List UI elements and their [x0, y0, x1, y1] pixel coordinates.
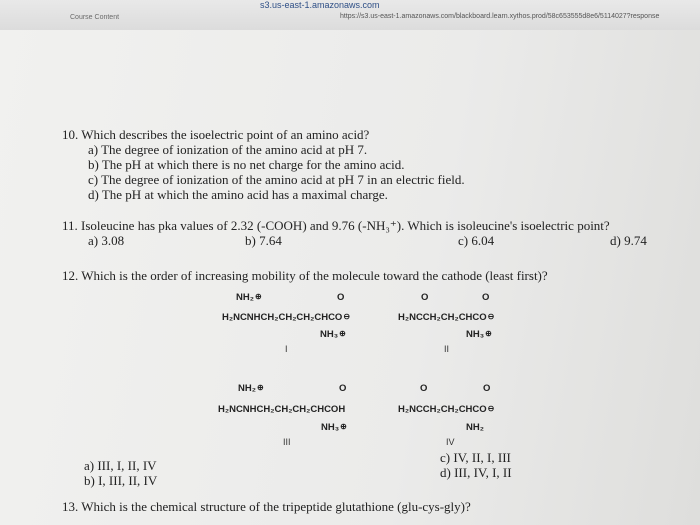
minus-charge-icon: ⊖ — [487, 404, 495, 413]
q12-stem: 12. Which is the order of increasing mobility of the molecule toward the cathode (least first)? — [62, 268, 548, 283]
molecule-iii-top: NH₂ — [238, 383, 256, 394]
q11-option-d: d) 9.74 — [610, 233, 647, 248]
molecule-iv-label: IV — [446, 437, 455, 447]
q11-option-c: c) 6.04 — [458, 233, 495, 248]
plus-charge-icon: ⊕ — [339, 329, 346, 338]
plus-charge-icon: ⊕ — [485, 329, 492, 338]
q12-option-a: a) III, I, II, IV — [84, 458, 157, 473]
url-field[interactable]: https://s3.us-east-1.amazonaws.com/blackboard.learn.xythos.prod/58c653555d8e6/5114027?response — [340, 13, 660, 20]
q11-option-a: a) 3.08 — [88, 233, 125, 248]
minus-charge-icon: ⊖ — [487, 312, 495, 321]
q12-option-b: b) I, III, II, IV — [84, 473, 158, 488]
molecule-iv-sub: NH₂ — [466, 422, 484, 433]
q12-option-c: c) IV, II, I, III — [440, 450, 511, 465]
molecule-iii-sub: NH₃ — [321, 422, 340, 433]
molecule-i-label: I — [285, 344, 288, 354]
molecule-i-top: NH₂ — [236, 292, 254, 303]
molecule-iii-main: H₂NCNHCH₂CH₂CH₂CHCOH — [218, 404, 346, 415]
molecule-i-carbonyl: O — [337, 292, 345, 303]
top-domain-label: s3.us-east-1.amazonaws.com — [260, 0, 380, 10]
molecule-ii-main: H₂NCCH₂CH₂CHCO — [398, 312, 487, 323]
plus-charge-icon: ⊕ — [256, 383, 264, 392]
molecule-iii-label: III — [283, 437, 291, 447]
molecule-iv-main: H₂NCCH₂CH₂CHCO — [398, 404, 487, 415]
molecule-iii-carbonyl: O — [339, 383, 347, 394]
molecule-ii-sub: NH₃ — [466, 329, 485, 340]
q10-stem: 10. Which describes the isoelectric point of an amino acid? — [62, 127, 370, 142]
molecule-iv-top: O — [420, 383, 428, 394]
plus-charge-icon: ⊕ — [340, 422, 347, 431]
q11-option-b: b) 7.64 — [245, 233, 282, 248]
plus-charge-icon: ⊕ — [254, 292, 262, 301]
molecule-ii-top: O — [421, 292, 429, 303]
course-content-tab[interactable]: Course Content — [70, 14, 120, 21]
molecule-ii-label: II — [444, 344, 450, 354]
browser-bar — [0, 0, 700, 31]
q13-stem: 13. Which is the chemical structure of the tripeptide glutathione (glu-cys-gly)? — [62, 499, 471, 514]
q10-option-d: d) The pH at which the amino acid has a maximal charge. — [88, 187, 388, 202]
q10-option-a: a) The degree of ionization of the amino acid at pH 7. — [88, 142, 368, 157]
molecule-i-sub: NH₃ — [320, 329, 339, 340]
molecule-ii-carbonyl: O — [482, 292, 490, 303]
q10-option-c: c) The degree of ionization of the amino acid at pH 7 in an electric field. — [88, 172, 465, 187]
q12-option-d: d) III, IV, I, II — [440, 465, 512, 480]
q11-stem: 11. Isoleucine has pka values of 2.32 (-COOH) and 9.76 (-NH₃⁺). Which is isoleucine's isoelectric point? — [62, 218, 610, 233]
molecule-iv-carbonyl: O — [483, 383, 491, 394]
document-page — [0, 30, 700, 525]
molecule-i-main: H₂NCNHCH₂CH₂CH₂CHCO — [222, 312, 343, 323]
minus-charge-icon: ⊖ — [343, 312, 351, 321]
q10-option-b: b) The pH at which there is no net charge for the amino acid. — [88, 157, 405, 172]
